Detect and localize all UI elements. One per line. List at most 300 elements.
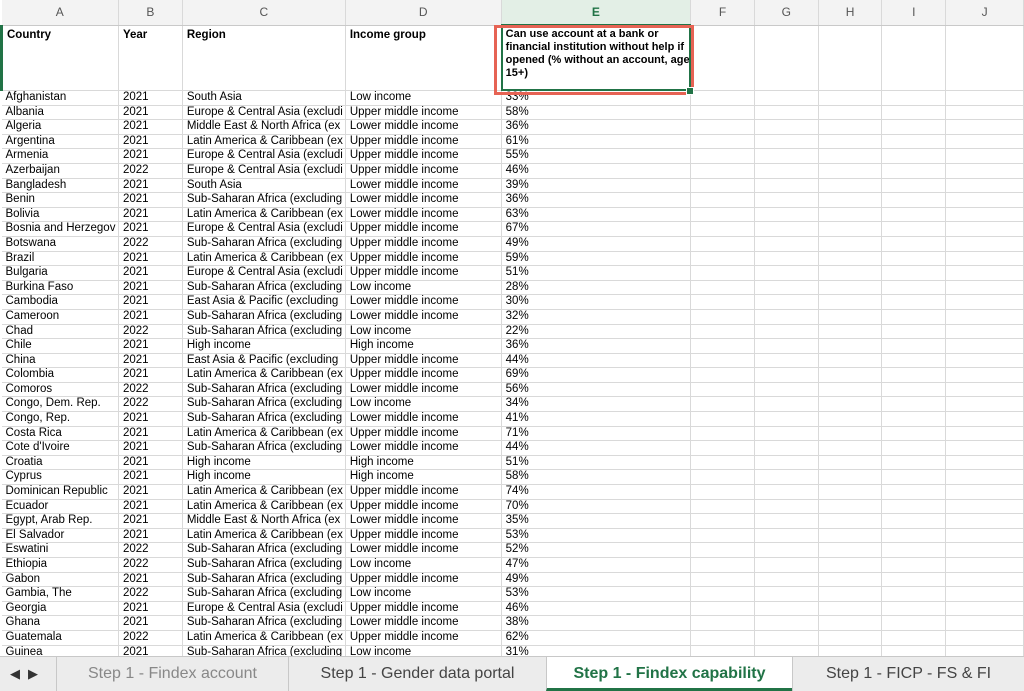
empty-cell[interactable] (818, 178, 882, 193)
cell-income-group[interactable]: Upper middle income (345, 251, 501, 266)
empty-cell[interactable] (754, 178, 818, 193)
empty-cell[interactable] (754, 295, 818, 310)
cell-income-group[interactable]: Upper middle income (345, 630, 501, 645)
cell-year[interactable]: 2021 (118, 222, 182, 237)
cell-country[interactable]: Azerbaijan (2, 163, 119, 178)
cell-country[interactable]: Costa Rica (2, 426, 119, 441)
empty-cell[interactable] (946, 572, 1024, 587)
cell-country[interactable]: Chile (2, 339, 119, 354)
cell-country[interactable]: Colombia (2, 368, 119, 383)
cell-region[interactable]: Sub-Saharan Africa (excluding (182, 543, 345, 558)
cell-account-use[interactable]: 46% (501, 163, 690, 178)
empty-cell[interactable] (818, 470, 882, 485)
cell-region[interactable]: Sub-Saharan Africa (excluding (182, 441, 345, 456)
cell-account-use[interactable]: 61% (501, 134, 690, 149)
empty-cell[interactable] (691, 91, 755, 106)
column-header-d[interactable]: D (345, 0, 501, 25)
empty-cell[interactable] (691, 163, 755, 178)
empty-cell[interactable] (754, 353, 818, 368)
cell-account-use[interactable]: 44% (501, 441, 690, 456)
cell-region[interactable]: Europe & Central Asia (excludi (182, 266, 345, 281)
empty-cell[interactable] (946, 251, 1024, 266)
empty-cell[interactable] (882, 339, 946, 354)
empty-cell[interactable] (818, 207, 882, 222)
cell-country[interactable]: Cote d'Ivoire (2, 441, 119, 456)
cell-year[interactable]: 2021 (118, 572, 182, 587)
empty-cell[interactable] (818, 616, 882, 631)
cell-account-use[interactable]: 51% (501, 266, 690, 281)
cell-country[interactable]: Bosnia and Herzegov (2, 222, 119, 237)
empty-cell[interactable] (818, 295, 882, 310)
empty-cell[interactable] (818, 91, 882, 106)
cell-country[interactable]: El Salvador (2, 528, 119, 543)
empty-cell[interactable] (946, 266, 1024, 281)
cell-income-group[interactable]: Upper middle income (345, 528, 501, 543)
empty-cell[interactable] (882, 91, 946, 106)
empty-cell[interactable] (754, 455, 818, 470)
cell-region[interactable]: Europe & Central Asia (excludi (182, 222, 345, 237)
cell-year[interactable]: 2021 (118, 120, 182, 135)
column-header-b[interactable]: B (118, 0, 182, 25)
cell-year[interactable]: 2021 (118, 134, 182, 149)
header-cell-country[interactable]: Country (2, 25, 119, 91)
empty-cell[interactable] (818, 441, 882, 456)
cell-year[interactable]: 2021 (118, 441, 182, 456)
empty-cell[interactable] (882, 455, 946, 470)
cell-country[interactable]: Georgia (2, 601, 119, 616)
empty-cell[interactable] (691, 266, 755, 281)
cell-country[interactable]: Albania (2, 105, 119, 120)
cell-account-use[interactable]: 67% (501, 222, 690, 237)
empty-cell[interactable] (946, 222, 1024, 237)
empty-cell[interactable] (946, 587, 1024, 602)
cell-country[interactable]: Congo, Dem. Rep. (2, 397, 119, 412)
cell-year[interactable]: 2022 (118, 236, 182, 251)
cell-country[interactable]: Eswatini (2, 543, 119, 558)
header-cell-region[interactable]: Region (182, 25, 345, 91)
empty-cell[interactable] (754, 236, 818, 251)
empty-cell[interactable] (754, 120, 818, 135)
empty-cell[interactable] (882, 25, 946, 91)
empty-cell[interactable] (754, 572, 818, 587)
empty-cell[interactable] (882, 426, 946, 441)
empty-cell[interactable] (691, 558, 755, 573)
empty-cell[interactable] (818, 485, 882, 500)
cell-income-group[interactable]: Upper middle income (345, 105, 501, 120)
cell-region[interactable]: Europe & Central Asia (excludi (182, 601, 345, 616)
cell-year[interactable]: 2021 (118, 149, 182, 164)
cell-account-use[interactable]: 69% (501, 368, 690, 383)
cell-year[interactable]: 2021 (118, 412, 182, 427)
cell-income-group[interactable]: Low income (345, 324, 501, 339)
empty-cell[interactable] (882, 499, 946, 514)
empty-cell[interactable] (882, 178, 946, 193)
empty-cell[interactable] (754, 499, 818, 514)
empty-cell[interactable] (754, 324, 818, 339)
empty-cell[interactable] (946, 441, 1024, 456)
empty-cell[interactable] (754, 412, 818, 427)
empty-cell[interactable] (882, 514, 946, 529)
cell-country[interactable]: Argentina (2, 134, 119, 149)
cell-income-group[interactable]: Upper middle income (345, 368, 501, 383)
empty-cell[interactable] (818, 368, 882, 383)
empty-cell[interactable] (691, 528, 755, 543)
cell-account-use[interactable]: 31% (501, 645, 690, 656)
cell-year[interactable]: 2022 (118, 163, 182, 178)
cell-country[interactable]: Ecuador (2, 499, 119, 514)
empty-cell[interactable] (946, 236, 1024, 251)
empty-cell[interactable] (946, 368, 1024, 383)
cell-year[interactable]: 2022 (118, 630, 182, 645)
cell-income-group[interactable]: Lower middle income (345, 309, 501, 324)
cell-region[interactable]: Middle East & North Africa (ex (182, 514, 345, 529)
empty-cell[interactable] (691, 236, 755, 251)
empty-cell[interactable] (754, 587, 818, 602)
cell-year[interactable]: 2022 (118, 587, 182, 602)
empty-cell[interactable] (946, 178, 1024, 193)
empty-cell[interactable] (882, 266, 946, 281)
empty-cell[interactable] (691, 485, 755, 500)
cell-income-group[interactable]: Upper middle income (345, 572, 501, 587)
empty-cell[interactable] (754, 25, 818, 91)
empty-cell[interactable] (754, 426, 818, 441)
empty-cell[interactable] (818, 499, 882, 514)
cell-country[interactable]: Congo, Rep. (2, 412, 119, 427)
empty-cell[interactable] (691, 295, 755, 310)
empty-cell[interactable] (946, 514, 1024, 529)
cell-income-group[interactable]: Low income (345, 280, 501, 295)
column-header-h[interactable]: H (818, 0, 882, 25)
column-header-i[interactable]: I (882, 0, 946, 25)
empty-cell[interactable] (882, 601, 946, 616)
cell-region[interactable]: High income (182, 339, 345, 354)
cell-region[interactable]: Latin America & Caribbean (ex (182, 528, 345, 543)
empty-cell[interactable] (691, 134, 755, 149)
cell-country[interactable]: Egypt, Arab Rep. (2, 514, 119, 529)
cell-region[interactable]: East Asia & Pacific (excluding (182, 353, 345, 368)
cell-region[interactable]: Europe & Central Asia (excludi (182, 105, 345, 120)
cell-region[interactable]: Latin America & Caribbean (ex (182, 368, 345, 383)
empty-cell[interactable] (818, 339, 882, 354)
empty-cell[interactable] (946, 630, 1024, 645)
cell-account-use[interactable]: 33% (501, 91, 690, 106)
header-cell-account-use[interactable]: Can use account at a bank or financial institution without help if opened (% without an account, age 15+) (501, 25, 690, 91)
cell-account-use[interactable]: 74% (501, 485, 690, 500)
empty-cell[interactable] (946, 499, 1024, 514)
cell-income-group[interactable]: Upper middle income (345, 485, 501, 500)
empty-cell[interactable] (691, 514, 755, 529)
empty-cell[interactable] (882, 222, 946, 237)
cell-year[interactable]: 2021 (118, 339, 182, 354)
empty-cell[interactable] (754, 397, 818, 412)
cell-income-group[interactable]: Lower middle income (345, 178, 501, 193)
empty-cell[interactable] (946, 25, 1024, 91)
cell-country[interactable]: Afghanistan (2, 91, 119, 106)
cell-country[interactable]: Gambia, The (2, 587, 119, 602)
empty-cell[interactable] (946, 295, 1024, 310)
cell-country[interactable]: Ghana (2, 616, 119, 631)
cell-income-group[interactable]: Lower middle income (345, 193, 501, 208)
empty-cell[interactable] (691, 572, 755, 587)
empty-cell[interactable] (946, 134, 1024, 149)
cell-region[interactable]: East Asia & Pacific (excluding (182, 295, 345, 310)
empty-cell[interactable] (818, 324, 882, 339)
empty-cell[interactable] (691, 339, 755, 354)
empty-cell[interactable] (946, 558, 1024, 573)
cell-year[interactable]: 2021 (118, 178, 182, 193)
empty-cell[interactable] (882, 558, 946, 573)
cell-year[interactable]: 2022 (118, 558, 182, 573)
empty-cell[interactable] (818, 572, 882, 587)
cell-region[interactable]: Latin America & Caribbean (ex (182, 499, 345, 514)
cell-country[interactable]: Croatia (2, 455, 119, 470)
empty-cell[interactable] (818, 645, 882, 656)
empty-cell[interactable] (818, 412, 882, 427)
cell-account-use[interactable]: 32% (501, 309, 690, 324)
cell-year[interactable]: 2021 (118, 616, 182, 631)
cell-income-group[interactable]: Low income (345, 558, 501, 573)
cell-account-use[interactable]: 36% (501, 193, 690, 208)
empty-cell[interactable] (882, 630, 946, 645)
column-header-j[interactable]: J (946, 0, 1024, 25)
empty-cell[interactable] (691, 280, 755, 295)
cell-region[interactable]: Sub-Saharan Africa (excluding (182, 558, 345, 573)
empty-cell[interactable] (818, 222, 882, 237)
cell-account-use[interactable]: 58% (501, 105, 690, 120)
tab-findex-capability[interactable]: Step 1 - Findex capability (546, 657, 792, 691)
empty-cell[interactable] (882, 120, 946, 135)
empty-cell[interactable] (754, 207, 818, 222)
cell-account-use[interactable]: 22% (501, 324, 690, 339)
cell-account-use[interactable]: 51% (501, 455, 690, 470)
empty-cell[interactable] (882, 163, 946, 178)
cell-account-use[interactable]: 28% (501, 280, 690, 295)
cell-income-group[interactable]: High income (345, 455, 501, 470)
empty-cell[interactable] (754, 149, 818, 164)
empty-cell[interactable] (691, 543, 755, 558)
empty-cell[interactable] (754, 91, 818, 106)
empty-cell[interactable] (754, 543, 818, 558)
cell-income-group[interactable]: Lower middle income (345, 120, 501, 135)
cell-region[interactable]: South Asia (182, 91, 345, 106)
cell-country[interactable]: Guinea (2, 645, 119, 656)
cell-region[interactable]: Latin America & Caribbean (ex (182, 251, 345, 266)
cell-region[interactable]: Sub-Saharan Africa (excluding (182, 397, 345, 412)
empty-cell[interactable] (818, 236, 882, 251)
cell-region[interactable]: Latin America & Caribbean (ex (182, 485, 345, 500)
prev-sheet-icon[interactable]: ◀ (10, 666, 20, 681)
empty-cell[interactable] (691, 353, 755, 368)
cell-income-group[interactable]: Lower middle income (345, 295, 501, 310)
empty-cell[interactable] (882, 193, 946, 208)
empty-cell[interactable] (818, 120, 882, 135)
empty-cell[interactable] (818, 353, 882, 368)
cell-region[interactable]: Sub-Saharan Africa (excluding (182, 236, 345, 251)
empty-cell[interactable] (691, 397, 755, 412)
cell-income-group[interactable]: Upper middle income (345, 222, 501, 237)
cell-account-use[interactable]: 47% (501, 558, 690, 573)
empty-cell[interactable] (946, 163, 1024, 178)
cell-region[interactable]: South Asia (182, 178, 345, 193)
tab-ficp-fs-fi[interactable]: Step 1 - FICP - FS & FI (792, 657, 1024, 691)
cell-account-use[interactable]: 59% (501, 251, 690, 266)
empty-cell[interactable] (754, 382, 818, 397)
cell-country[interactable]: Cambodia (2, 295, 119, 310)
cell-year[interactable]: 2021 (118, 368, 182, 383)
empty-cell[interactable] (691, 412, 755, 427)
empty-cell[interactable] (754, 280, 818, 295)
cell-region[interactable]: Sub-Saharan Africa (excluding (182, 324, 345, 339)
cell-income-group[interactable]: Lower middle income (345, 514, 501, 529)
cell-region[interactable]: Latin America & Caribbean (ex (182, 134, 345, 149)
cell-year[interactable]: 2021 (118, 499, 182, 514)
cell-country[interactable]: Dominican Republic (2, 485, 119, 500)
empty-cell[interactable] (882, 207, 946, 222)
empty-cell[interactable] (946, 470, 1024, 485)
cell-country[interactable]: Armenia (2, 149, 119, 164)
cell-year[interactable]: 2022 (118, 397, 182, 412)
empty-cell[interactable] (946, 397, 1024, 412)
empty-cell[interactable] (882, 572, 946, 587)
empty-cell[interactable] (691, 601, 755, 616)
empty-cell[interactable] (754, 645, 818, 656)
column-header-g[interactable]: G (754, 0, 818, 25)
empty-cell[interactable] (946, 601, 1024, 616)
cell-region[interactable]: Middle East & North Africa (ex (182, 120, 345, 135)
cell-year[interactable]: 2021 (118, 353, 182, 368)
cell-account-use[interactable]: 71% (501, 426, 690, 441)
empty-cell[interactable] (754, 134, 818, 149)
cell-account-use[interactable]: 53% (501, 528, 690, 543)
cell-year[interactable]: 2021 (118, 280, 182, 295)
cell-country[interactable]: Ethiopia (2, 558, 119, 573)
cell-account-use[interactable]: 58% (501, 470, 690, 485)
cell-region[interactable]: High income (182, 470, 345, 485)
cell-country[interactable]: Botswana (2, 236, 119, 251)
cell-country[interactable]: Chad (2, 324, 119, 339)
empty-cell[interactable] (946, 207, 1024, 222)
empty-cell[interactable] (754, 470, 818, 485)
empty-cell[interactable] (882, 324, 946, 339)
cell-region[interactable]: Sub-Saharan Africa (excluding (182, 587, 345, 602)
cell-year[interactable]: 2021 (118, 455, 182, 470)
cell-income-group[interactable]: Upper middle income (345, 163, 501, 178)
column-header-f[interactable]: F (691, 0, 755, 25)
cell-year[interactable]: 2022 (118, 382, 182, 397)
cell-income-group[interactable]: Upper middle income (345, 266, 501, 281)
cell-account-use[interactable]: 56% (501, 382, 690, 397)
empty-cell[interactable] (691, 120, 755, 135)
tab-gender-data-portal[interactable]: Step 1 - Gender data portal (288, 657, 546, 691)
empty-cell[interactable] (818, 587, 882, 602)
empty-cell[interactable] (818, 266, 882, 281)
empty-cell[interactable] (691, 587, 755, 602)
cell-country[interactable]: Brazil (2, 251, 119, 266)
empty-cell[interactable] (946, 455, 1024, 470)
empty-cell[interactable] (691, 470, 755, 485)
empty-cell[interactable] (818, 528, 882, 543)
empty-cell[interactable] (691, 193, 755, 208)
cell-region[interactable]: Europe & Central Asia (excludi (182, 149, 345, 164)
empty-cell[interactable] (818, 280, 882, 295)
empty-cell[interactable] (754, 558, 818, 573)
empty-cell[interactable] (882, 149, 946, 164)
empty-cell[interactable] (882, 397, 946, 412)
empty-cell[interactable] (882, 280, 946, 295)
cell-account-use[interactable]: 30% (501, 295, 690, 310)
cell-income-group[interactable]: Upper middle income (345, 149, 501, 164)
empty-cell[interactable] (691, 441, 755, 456)
empty-cell[interactable] (691, 616, 755, 631)
empty-cell[interactable] (754, 630, 818, 645)
empty-cell[interactable] (818, 163, 882, 178)
tab-findex-account[interactable]: Step 1 - Findex account (56, 657, 288, 691)
cell-income-group[interactable]: High income (345, 339, 501, 354)
empty-cell[interactable] (882, 309, 946, 324)
cell-year[interactable]: 2022 (118, 324, 182, 339)
empty-cell[interactable] (882, 353, 946, 368)
cell-account-use[interactable]: 38% (501, 616, 690, 631)
cell-account-use[interactable]: 36% (501, 120, 690, 135)
cell-year[interactable]: 2021 (118, 485, 182, 500)
cell-income-group[interactable]: Lower middle income (345, 543, 501, 558)
cell-year[interactable]: 2021 (118, 514, 182, 529)
cell-year[interactable]: 2021 (118, 251, 182, 266)
empty-cell[interactable] (818, 382, 882, 397)
empty-cell[interactable] (946, 382, 1024, 397)
header-cell-year[interactable]: Year (118, 25, 182, 91)
cell-region[interactable]: Sub-Saharan Africa (excluding (182, 645, 345, 656)
cell-region[interactable]: Sub-Saharan Africa (excluding (182, 616, 345, 631)
empty-cell[interactable] (754, 339, 818, 354)
empty-cell[interactable] (882, 295, 946, 310)
cell-region[interactable]: Sub-Saharan Africa (excluding (182, 572, 345, 587)
empty-cell[interactable] (882, 485, 946, 500)
cell-account-use[interactable]: 44% (501, 353, 690, 368)
empty-cell[interactable] (946, 543, 1024, 558)
empty-cell[interactable] (691, 645, 755, 656)
cell-income-group[interactable]: Low income (345, 645, 501, 656)
empty-cell[interactable] (946, 193, 1024, 208)
empty-cell[interactable] (946, 616, 1024, 631)
cell-income-group[interactable]: Upper middle income (345, 499, 501, 514)
empty-cell[interactable] (882, 645, 946, 656)
empty-cell[interactable] (946, 645, 1024, 656)
cell-income-group[interactable]: Lower middle income (345, 412, 501, 427)
empty-cell[interactable] (818, 134, 882, 149)
cell-region[interactable]: Europe & Central Asia (excludi (182, 163, 345, 178)
cell-year[interactable]: 2021 (118, 470, 182, 485)
cell-income-group[interactable]: Lower middle income (345, 441, 501, 456)
cell-country[interactable]: Bolivia (2, 207, 119, 222)
cell-account-use[interactable]: 36% (501, 339, 690, 354)
column-header-a[interactable]: A (2, 0, 119, 25)
empty-cell[interactable] (818, 149, 882, 164)
cell-region[interactable]: Sub-Saharan Africa (excluding (182, 193, 345, 208)
empty-cell[interactable] (691, 499, 755, 514)
empty-cell[interactable] (691, 324, 755, 339)
empty-cell[interactable] (754, 251, 818, 266)
cell-country[interactable]: Bangladesh (2, 178, 119, 193)
empty-cell[interactable] (691, 25, 755, 91)
empty-cell[interactable] (818, 193, 882, 208)
empty-cell[interactable] (754, 193, 818, 208)
cell-year[interactable]: 2021 (118, 295, 182, 310)
cell-year[interactable]: 2021 (118, 645, 182, 656)
empty-cell[interactable] (818, 105, 882, 120)
cell-account-use[interactable]: 63% (501, 207, 690, 222)
empty-cell[interactable] (818, 630, 882, 645)
